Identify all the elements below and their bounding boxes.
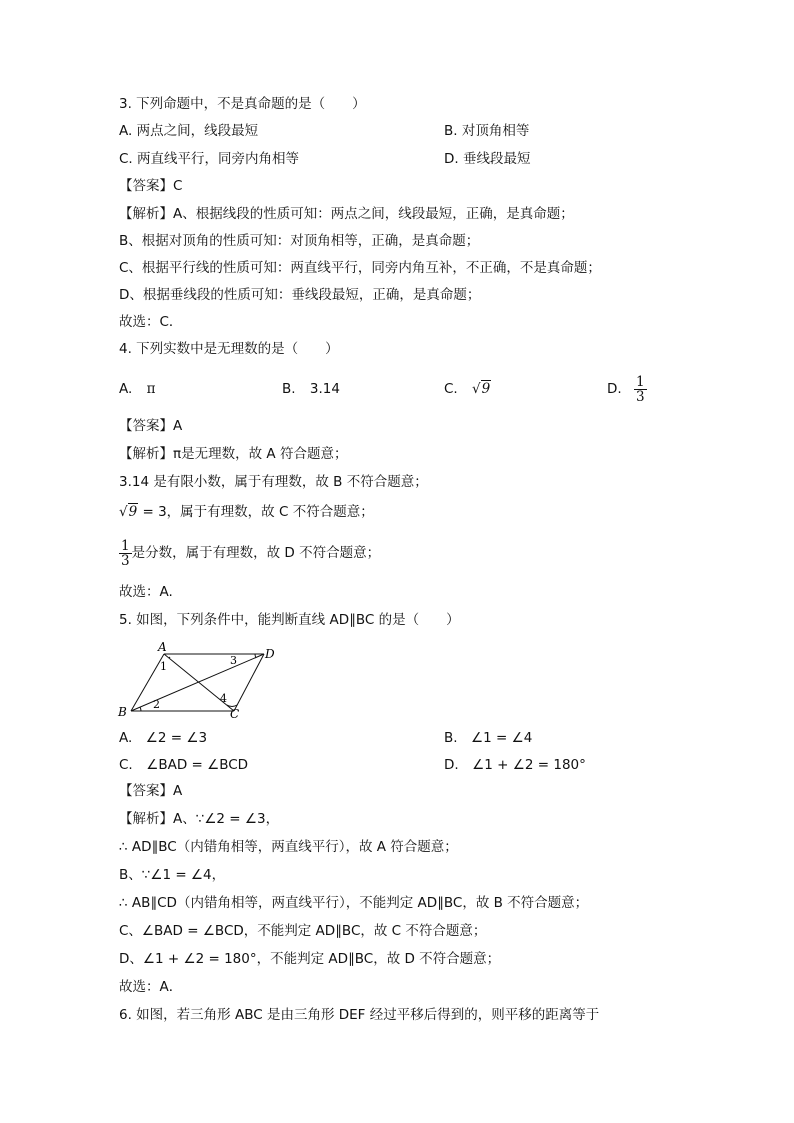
q4-analysis-line: 【解析】π是无理数，故 A 符合题意； bbox=[119, 446, 348, 462]
label-b: B bbox=[118, 705, 127, 719]
label-a: A bbox=[158, 640, 167, 654]
q4-option-c-label: C. bbox=[444, 381, 458, 397]
q4-option-c-radicand: 9 bbox=[481, 381, 491, 397]
fraction-numerator: 1 bbox=[635, 373, 645, 390]
fraction-denominator: 3 bbox=[121, 552, 130, 569]
label-d: D bbox=[265, 647, 275, 661]
q4-option-a bbox=[119, 379, 155, 399]
q5-analysis-line: 【解析】A、∵∠2 = ∠3， bbox=[119, 811, 280, 827]
fraction bbox=[634, 375, 647, 404]
q5-option-a: A. ∠2 = ∠3 bbox=[119, 730, 208, 746]
angle-arc bbox=[169, 657, 170, 658]
q4-option-d bbox=[607, 370, 647, 408]
q5-option-d: D. ∠1 + ∠2 = 180° bbox=[444, 757, 586, 773]
q4-analysis-line: 3.14 是有限小数，属于有理数，故 B 不符合题意； bbox=[119, 474, 428, 490]
q3-answer: 【答案】C bbox=[119, 178, 183, 194]
q3-option-a: A. 两点之间，线段最短 bbox=[119, 123, 259, 139]
q4-option-b-label: B. bbox=[282, 381, 296, 397]
q5-analysis-line: B、∵∠1 = ∠4， bbox=[119, 867, 226, 883]
q4-analysis-radicand: 9 bbox=[128, 504, 138, 520]
q4-option-d-label: D. bbox=[607, 381, 622, 397]
q4-option-b bbox=[282, 379, 340, 399]
label-angle-1: 1 bbox=[160, 660, 167, 673]
q3-analysis-line: C、根据平行线的性质可知：两直线平行，同旁内角互补，不正确，不是真命题； bbox=[119, 260, 601, 276]
q3-option-d: D. 垂线段最短 bbox=[444, 151, 531, 167]
q5-option-c: C. ∠BAD = ∠BCD bbox=[119, 757, 249, 773]
label-angle-3: 3 bbox=[230, 654, 237, 667]
parallelogram-figure bbox=[114, 636, 284, 722]
q4-option-c bbox=[444, 379, 491, 399]
q6-stem: 6. 如图，若三角形 ABC 是由三角形 DEF 经过平移后得到的，则平移的距离等于 bbox=[119, 1007, 600, 1023]
q5-analysis-line: ∴ AD∥BC（内错角相等，两直线平行），故 A 符合题意； bbox=[119, 839, 458, 855]
q4-stem: 4. 下列实数中是无理数的是（ ） bbox=[119, 341, 339, 357]
q4-answer: 【答案】A bbox=[119, 418, 183, 434]
fraction-numerator: 1 bbox=[121, 537, 130, 554]
diagonal-bd bbox=[131, 654, 264, 711]
label-c: C bbox=[230, 707, 240, 721]
label-angle-4: 4 bbox=[220, 692, 227, 705]
q3-choose: 故选：C． bbox=[119, 314, 183, 330]
q5-answer: 【答案】A bbox=[119, 783, 183, 799]
q4-analysis-line bbox=[119, 535, 380, 571]
q4-analysis-text: = 3，属于有理数，故 C 不符合题意； bbox=[138, 504, 374, 520]
sqrt-expression: √9 bbox=[472, 381, 491, 397]
q4-analysis-text: 是分数，属于有理数，故 D 不符合题意； bbox=[131, 545, 381, 561]
q4-analysis-line bbox=[119, 502, 374, 522]
q3-option-c: C. 两直线平行，同旁内角相等 bbox=[119, 151, 300, 167]
q4-option-b-value: 3.14 bbox=[309, 381, 340, 397]
q5-analysis-line: D、∠1 + ∠2 = 180°，不能判定 AD∥BC，故 D 不符合题意； bbox=[119, 951, 501, 967]
q3-analysis-line: B、根据对顶角的性质可知：对顶角相等，正确，是真命题； bbox=[119, 233, 480, 249]
sqrt-expression: √9 bbox=[119, 504, 138, 520]
q4-option-a-value: π bbox=[146, 381, 156, 397]
fraction bbox=[119, 539, 132, 568]
fraction-denominator: 3 bbox=[635, 388, 645, 405]
q4-option-a-label: A. bbox=[119, 381, 133, 397]
q3-option-b: B. 对顶角相等 bbox=[444, 123, 530, 139]
q5-analysis-line: ∴ AB∥CD（内错角相等，两直线平行），不能判定 AD∥BC，故 B 不符合题意； bbox=[119, 895, 589, 911]
q5-option-b: B. ∠1 = ∠4 bbox=[444, 730, 533, 746]
q5-stem: 5. 如图，下列条件中，能判断直线 AD∥BC 的是（ ） bbox=[119, 612, 460, 628]
label-angle-2: 2 bbox=[153, 698, 160, 711]
q3-stem: 3. 下列命题中，不是真命题的是（ ） bbox=[119, 96, 366, 112]
q3-analysis-line: D、根据垂线段的性质可知：垂线段最短，正确，是真命题； bbox=[119, 287, 481, 303]
q5-analysis-line: C、∠BAD = ∠BCD，不能判定 AD∥BC，故 C 不符合题意； bbox=[119, 923, 487, 939]
angle-arc bbox=[140, 707, 141, 711]
q4-choose: 故选：A. bbox=[119, 584, 173, 600]
q5-choose: 故选：A． bbox=[119, 979, 183, 995]
segment-dc bbox=[234, 654, 264, 711]
q3-analysis-line: 【解析】A、根据线段的性质可知：两点之间，线段最短，正确，是真命题； bbox=[119, 206, 574, 222]
